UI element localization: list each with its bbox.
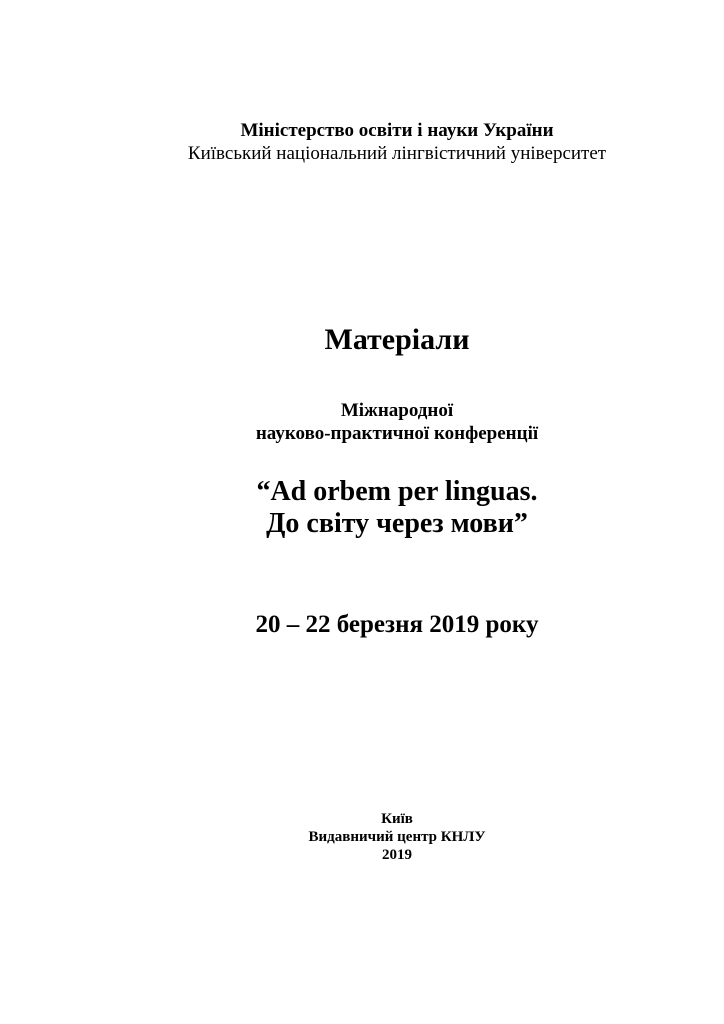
document-title: Матеріали — [324, 323, 470, 356]
imprint-publisher: Видавничий центр КНЛУ — [308, 829, 486, 845]
conference-theme-line-1: “Ad orbem per linguas. — [256, 476, 538, 507]
conference-theme-line-2: До світу через мови” — [266, 508, 528, 539]
conference-type-line-2: науково-практичної конференції — [255, 423, 539, 444]
imprint-city: Київ — [381, 811, 413, 827]
university-name: Київський національний лінгвістичний університет — [187, 143, 607, 164]
conference-dates: 20 – 22 березня 2019 року — [255, 611, 539, 638]
imprint-year: 2019 — [382, 847, 412, 863]
conference-type-line-1: Міжнародної — [340, 400, 454, 421]
ministry-name: Міністерство освіти і науки України — [240, 120, 554, 141]
